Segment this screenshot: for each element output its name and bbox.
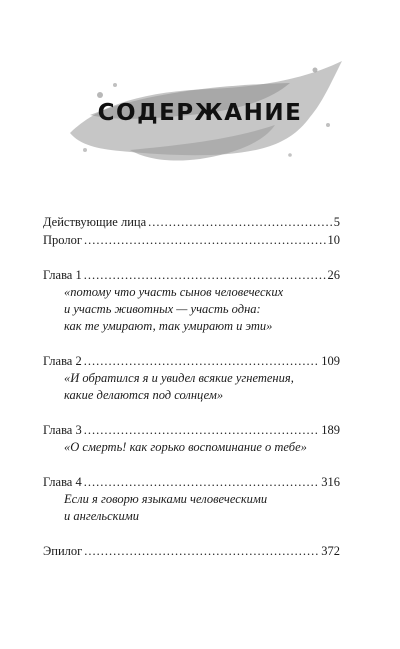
toc-entry-prologue[interactable]	[43, 231, 340, 249]
toc-entry-label: Глава 2	[43, 354, 82, 368]
epigraph-line: какие делаются под солнцем»	[64, 388, 224, 402]
chapter-epigraph	[64, 491, 340, 525]
toc-entry-epilogue[interactable]	[43, 542, 340, 560]
toc-entry-page: 372	[321, 544, 340, 558]
toc-entry-chapter-4[interactable]	[43, 473, 340, 491]
leader-dots	[84, 352, 320, 370]
epigraph-line: «потому что участь сынов человеческих	[64, 285, 284, 299]
chapter-epigraph	[64, 284, 340, 335]
toc-entry-characters[interactable]	[43, 213, 340, 231]
toc-entry-page: 26	[327, 268, 340, 282]
epigraph-line: «И обратился я и увидел всякие угнетения,	[64, 371, 294, 385]
toc-entry-label: Глава 1	[43, 268, 82, 282]
toc-entry-chapter-2[interactable]	[43, 352, 340, 370]
toc-entry-page: 10	[327, 233, 340, 247]
epigraph-line: и ангельскими	[64, 509, 139, 523]
toc-entry-page: 189	[321, 423, 340, 437]
toc-entry-chapter-3[interactable]	[43, 421, 340, 439]
leader-dots	[84, 542, 319, 560]
toc-entry-page: 5	[333, 215, 340, 229]
toc-entry-label: Действующие лица	[43, 215, 147, 229]
toc-entry-label: Глава 3	[43, 423, 82, 437]
chapter-epigraph	[64, 370, 340, 404]
toc-entry-chapter-1[interactable]	[43, 266, 340, 284]
toc-list	[43, 213, 340, 560]
epigraph-line: Если я говорю языками человеческими	[64, 492, 268, 506]
epigraph-line: как те умирают, так умирают и эти»	[64, 319, 273, 333]
epigraph-line: «О смерть! как горько воспоминание о тебе»	[64, 440, 307, 454]
leader-dots	[148, 213, 332, 231]
toc-entry-label: Пролог	[43, 233, 82, 247]
toc-entry-label: Глава 4	[43, 475, 82, 489]
leader-dots	[84, 473, 320, 491]
toc-entry-page: 316	[321, 475, 340, 489]
page-title: СОДЕРЖАНИЕ	[97, 100, 303, 126]
toc-entry-page: 109	[321, 354, 340, 368]
toc-entry-label: Эпилог	[43, 544, 83, 558]
epigraph-line: и участь животных — участь одна:	[64, 302, 261, 316]
leader-dots	[84, 231, 326, 249]
chapter-epigraph	[64, 439, 340, 456]
leader-dots	[84, 266, 326, 284]
leader-dots	[84, 421, 320, 439]
